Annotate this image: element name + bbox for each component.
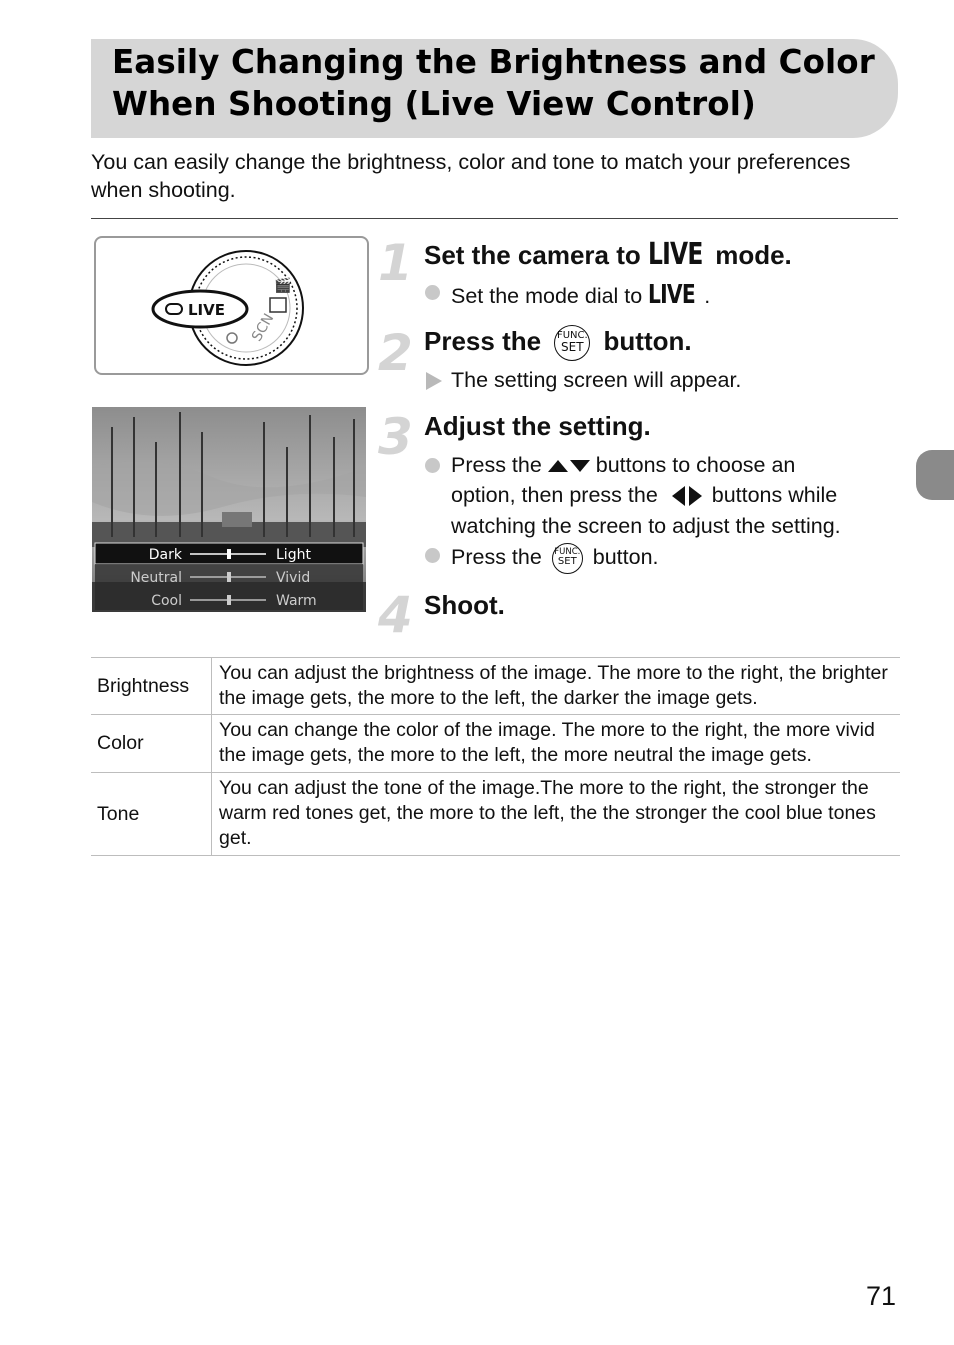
intro-text: You can easily change the brightness, color and tone to match your preferences when shooting. <box>91 150 851 202</box>
step-2-heading <box>424 325 692 361</box>
step-2-heading-text: Press the <box>424 325 549 356</box>
dial-live-label: LIVE <box>188 301 225 319</box>
step-1-heading-text: Set the camera to <box>424 240 648 270</box>
step-number-4: 4 <box>378 586 413 644</box>
left-arrow-icon <box>672 486 685 506</box>
step-3-text: Press the <box>451 545 548 570</box>
setting-name: Color <box>91 715 212 773</box>
setting-name: Tone <box>91 773 212 856</box>
step-3-text: option, then press the <box>451 483 664 507</box>
up-arrow-icon <box>548 460 568 472</box>
step-3-bullet-1-line-2 <box>451 483 837 508</box>
setting-description: You can change the color of the image. The more to the right, the more vivid the image gets, the more to the left, the more neutral the image gets. <box>212 715 901 773</box>
right-arrow-icon <box>689 486 702 506</box>
screen-label-light: Light <box>276 547 311 563</box>
func-set-icon: FUNC. SET <box>552 543 583 574</box>
table-row <box>91 658 900 715</box>
result-arrow-icon <box>426 372 442 390</box>
screen-label-cool: Cool <box>151 593 182 609</box>
table-row <box>91 773 900 856</box>
setting-description: You can adjust the tone of the image.The more to the right, the stronger the warm red tones get, the more to the left, the the stronger the cool blue tones get. <box>212 773 901 856</box>
setting-description: You can adjust the brightness of the image. The more to the right, the brighter the image gets, the more to the left, the darker the image gets. <box>212 658 901 715</box>
page-title-line-2: When Shooting (Live View Control) <box>112 85 756 123</box>
screen-label-warm: Warm <box>276 593 317 609</box>
live-view-screen-photo <box>92 407 366 612</box>
page-number: 71 <box>866 1281 897 1311</box>
bullet-dot <box>425 285 440 300</box>
mode-dial-icon <box>96 238 367 373</box>
step-1-heading <box>424 237 792 272</box>
step-3-text: Press the <box>451 453 548 477</box>
step-number-3: 3 <box>378 408 413 466</box>
step-number-1: 1 <box>378 234 413 292</box>
chapter-tab <box>916 450 954 500</box>
setting-name: Brightness <box>91 658 212 715</box>
step-3-text: button. <box>586 545 659 570</box>
screen-label-neutral: Neutral <box>130 570 182 586</box>
step-1-bullet-text-end: . <box>704 284 711 308</box>
section-divider <box>91 218 898 219</box>
bullet-dot <box>425 548 440 563</box>
down-arrow-icon <box>570 460 590 472</box>
screen-label-vivid: Vivid <box>276 570 311 586</box>
mode-dial-illustration <box>94 236 369 375</box>
step-4-heading: Shoot. <box>424 590 505 620</box>
step-3-bullet-1-line-1 <box>451 453 795 478</box>
svg-text:SCN: SCN <box>248 310 278 345</box>
func-set-icon: FUNC. SET <box>554 325 590 361</box>
screen-label-dark: Dark <box>148 547 182 563</box>
step-3-text: buttons to choose an <box>589 453 796 477</box>
table-row <box>91 715 900 773</box>
step-3-heading: Adjust the setting. <box>424 411 651 441</box>
step-3-bullet-1-line-3: watching the screen to adjust the setting. <box>451 514 841 538</box>
live-mode-icon: LIVE <box>647 237 703 272</box>
step-2-result: The setting screen will appear. <box>451 368 742 392</box>
step-1-bullet-text: Set the mode dial to <box>451 284 649 308</box>
live-mode-icon: LIVE <box>648 280 696 310</box>
bullet-dot <box>425 458 440 473</box>
settings-table <box>91 657 900 856</box>
step-3-bullet-2 <box>451 543 659 574</box>
step-number-2: 2 <box>378 324 413 382</box>
step-1-bullet <box>451 280 710 310</box>
step-1-heading-text-end: mode. <box>707 240 792 270</box>
step-2-heading-text-end: button. <box>596 325 692 356</box>
step-3-text: buttons while <box>705 483 838 507</box>
page-title-line-1: Easily Changing the Brightness and Color <box>112 43 875 81</box>
svg-text:🎬: 🎬 <box>274 278 292 294</box>
